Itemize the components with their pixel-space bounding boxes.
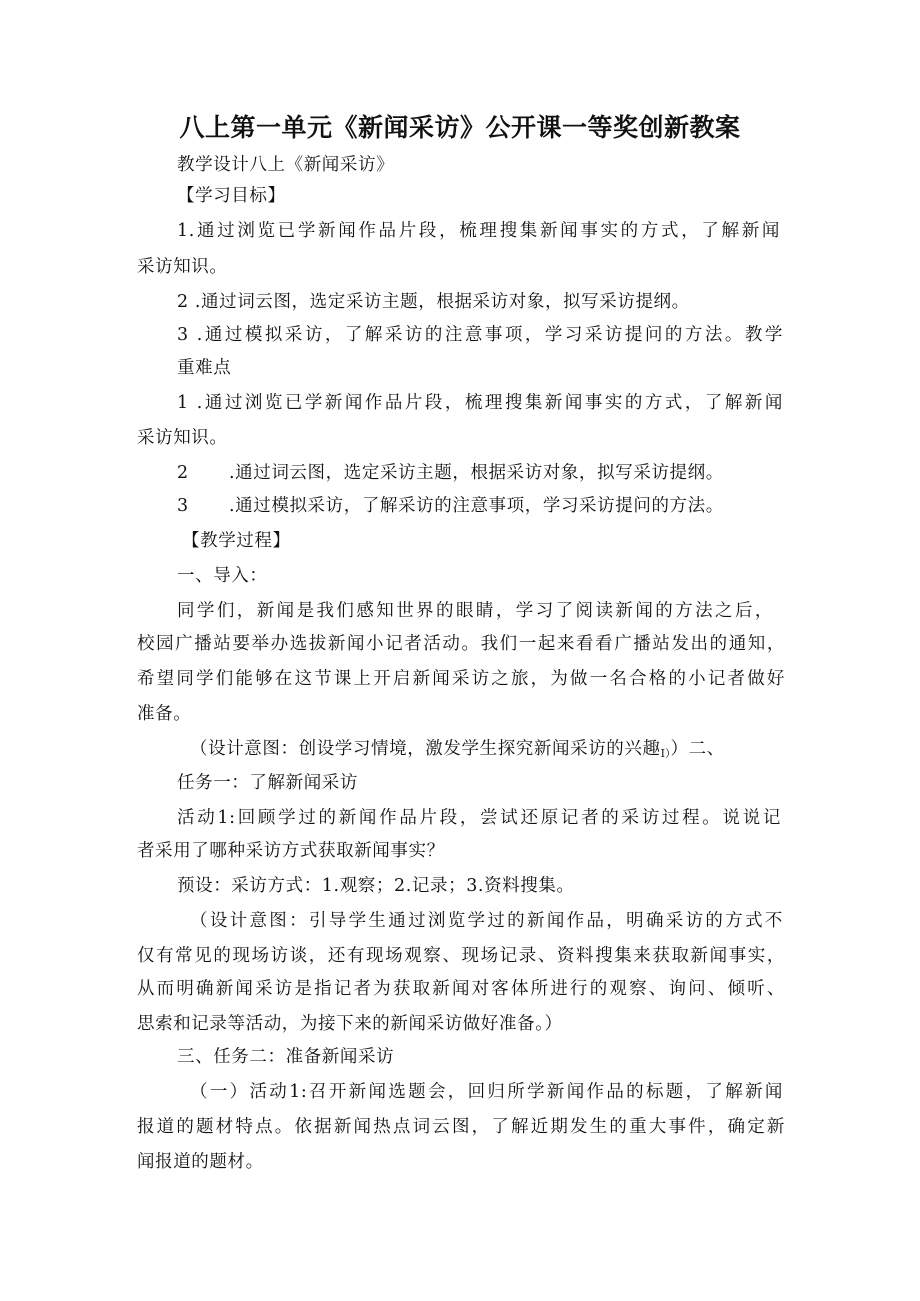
- intro-line-2: 校园广播站要举办选拔新闻小记者活动。我们一起来看看广播站发出的通知，: [137, 634, 785, 654]
- design-intent-1: [190, 737, 725, 766]
- goal-3: 3 .通过模拟采访，了解采访的注意事项，学习采访提问的方法。教学: [177, 325, 783, 345]
- goal-1-line-1: 1.通过浏览已学新闻作品片段，梳理搜集新闻事实的方式，了解新闻: [177, 221, 780, 241]
- design-intent-2-line-4: 思索和记录等活动，为接下来的新闻采访做好准备。）: [137, 1014, 563, 1034]
- design-intent-1-tail: ）二、: [670, 739, 725, 759]
- heading-teaching-process: 【教学过程】: [182, 531, 291, 551]
- design-intent-2-line-3: 从而明确新闻采访是指记者为获取新闻对客体所进行的观察、询问、倾听、: [137, 979, 785, 999]
- activity-1-line-1: 活动1:回顾学过的新闻作品片段，尝试还原记者的采访过程。说说记: [177, 808, 781, 828]
- activity-1-line-2: 者采用了哪种采访方式获取新闻事实？: [137, 841, 445, 861]
- key-point-2-text: .通过词云图，选定采访主题，根据采访对象，拟写采访提纲。: [229, 463, 724, 483]
- design-intent-2-line-2: 仅有常见的现场访谈，还有现场观察、现场记录、资料搜集来获取新闻事实，: [137, 946, 785, 966]
- document-title: 八上第一单元《新闻采访》公开课一等奖创新教案: [179, 113, 741, 142]
- key-point-3-number: 3: [177, 496, 189, 516]
- task-2-heading: 三、任务二：准备新闻采访: [177, 1047, 395, 1067]
- intro-line-3: 希望同学们能够在这节课上开启新闻采访之旅，为做一名合格的小记者做好: [137, 669, 785, 689]
- key-point-3-text: .通过模拟采访，了解采访的注意事项，学习采访提问的方法。: [229, 496, 724, 516]
- key-point-1-line-2: 采访知识。: [137, 428, 228, 448]
- heading-key-points: 重难点: [177, 358, 232, 378]
- design-intent-2-line-1: （设计意图：引导学生通过浏览学过的新闻作品，明确采访的方式不: [190, 911, 783, 931]
- section-1-heading: 一、导入：: [177, 566, 268, 586]
- activity-2-line-1: （一）活动1:召开新闻选题会，回归所学新闻作品的标题，了解新闻: [190, 1082, 783, 1102]
- key-point-1-line-1: 1 .通过浏览已学新闻作品片段，梳理搜集新闻事实的方式，了解新闻: [177, 393, 783, 413]
- document-subtitle: 教学设计八上《新闻采访》: [177, 155, 395, 175]
- heading-learning-goals: 【学习目标】: [177, 186, 286, 206]
- task-1-heading: 任务一：了解新闻采访: [177, 773, 358, 793]
- key-point-2-number: 2: [177, 463, 189, 483]
- intro-line-4: 准备。: [137, 704, 192, 724]
- activity-2-line-2: 报道的题材特点。依据新闻热点词云图，了解近期发生的重大事件，确定新: [137, 1117, 785, 1137]
- design-intent-1-main: （设计意图：创设学习情境，激发学生探究新闻采访的兴趣: [190, 739, 661, 759]
- design-intent-1-footnote: I）: [660, 747, 671, 760]
- intro-line-1: 同学们，新闻是我们感知世界的眼睛，学习了阅读新闻的方法之后，: [177, 601, 773, 621]
- goal-2: 2 .通过词云图，选定采访主题，根据采访对象，拟写采访提纲。: [177, 292, 690, 312]
- preset-answer: 预设：采访方式：1.观察；2.记录；3.资料搜集。: [177, 876, 575, 896]
- goal-1-line-2: 采访知识。: [137, 257, 228, 277]
- activity-2-line-3: 闻报道的题材。: [137, 1152, 264, 1172]
